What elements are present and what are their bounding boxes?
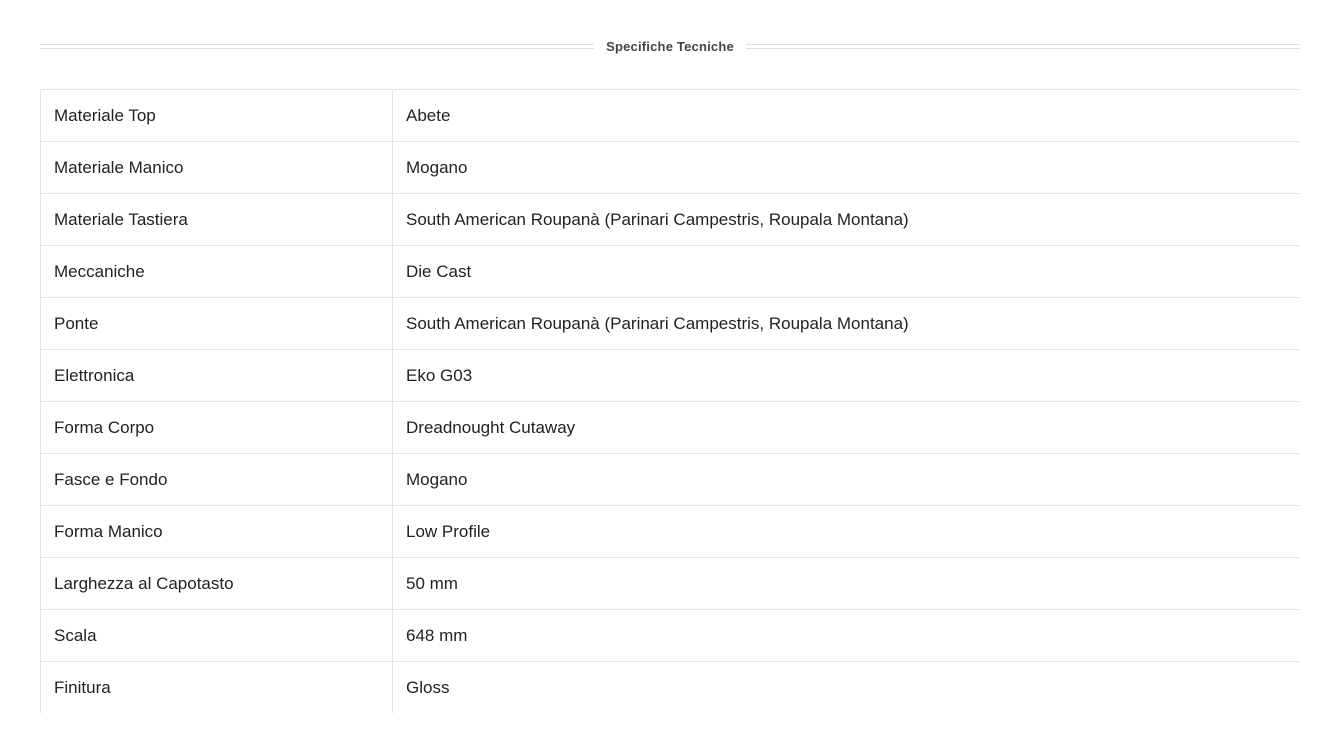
spec-table bbox=[40, 89, 1300, 713]
table-row bbox=[41, 350, 1301, 402]
spec-label: Materiale Top bbox=[41, 90, 393, 142]
table-row bbox=[41, 142, 1301, 194]
spec-label: Materiale Tastiera bbox=[41, 194, 393, 246]
table-row bbox=[41, 194, 1301, 246]
spec-value: Gloss bbox=[393, 662, 1301, 714]
table-row bbox=[41, 90, 1301, 142]
spec-value: South American Roupanà (Parinari Campestris, Roupala Montana) bbox=[393, 298, 1301, 350]
table-row bbox=[41, 662, 1301, 714]
table-row bbox=[41, 298, 1301, 350]
spec-value: Die Cast bbox=[393, 246, 1301, 298]
spec-label: Ponte bbox=[41, 298, 393, 350]
spec-label: Meccaniche bbox=[41, 246, 393, 298]
table-row bbox=[41, 506, 1301, 558]
spec-value: Low Profile bbox=[393, 506, 1301, 558]
section-header bbox=[40, 34, 1300, 58]
section-title: Specifiche Tecniche bbox=[606, 38, 734, 54]
spec-label: Finitura bbox=[41, 662, 393, 714]
spec-label: Materiale Manico bbox=[41, 142, 393, 194]
spec-label: Forma Corpo bbox=[41, 402, 393, 454]
spec-label: Elettronica bbox=[41, 350, 393, 402]
spec-label: Fasce e Fondo bbox=[41, 454, 393, 506]
spec-value: 50 mm bbox=[393, 558, 1301, 610]
table-row bbox=[41, 454, 1301, 506]
table-row bbox=[41, 558, 1301, 610]
spec-value: Dreadnought Cutaway bbox=[393, 402, 1301, 454]
spec-value: Abete bbox=[393, 90, 1301, 142]
spec-value: South American Roupanà (Parinari Campestris, Roupala Montana) bbox=[393, 194, 1301, 246]
spec-label: Forma Manico bbox=[41, 506, 393, 558]
table-row bbox=[41, 402, 1301, 454]
table-row bbox=[41, 246, 1301, 298]
spec-label: Larghezza al Capotasto bbox=[41, 558, 393, 610]
spec-value: Mogano bbox=[393, 142, 1301, 194]
section-divider-left bbox=[40, 44, 594, 49]
section-divider-right bbox=[746, 44, 1300, 49]
spec-value: Eko G03 bbox=[393, 350, 1301, 402]
table-row bbox=[41, 610, 1301, 662]
spec-value: 648 mm bbox=[393, 610, 1301, 662]
spec-label: Scala bbox=[41, 610, 393, 662]
spec-value: Mogano bbox=[393, 454, 1301, 506]
